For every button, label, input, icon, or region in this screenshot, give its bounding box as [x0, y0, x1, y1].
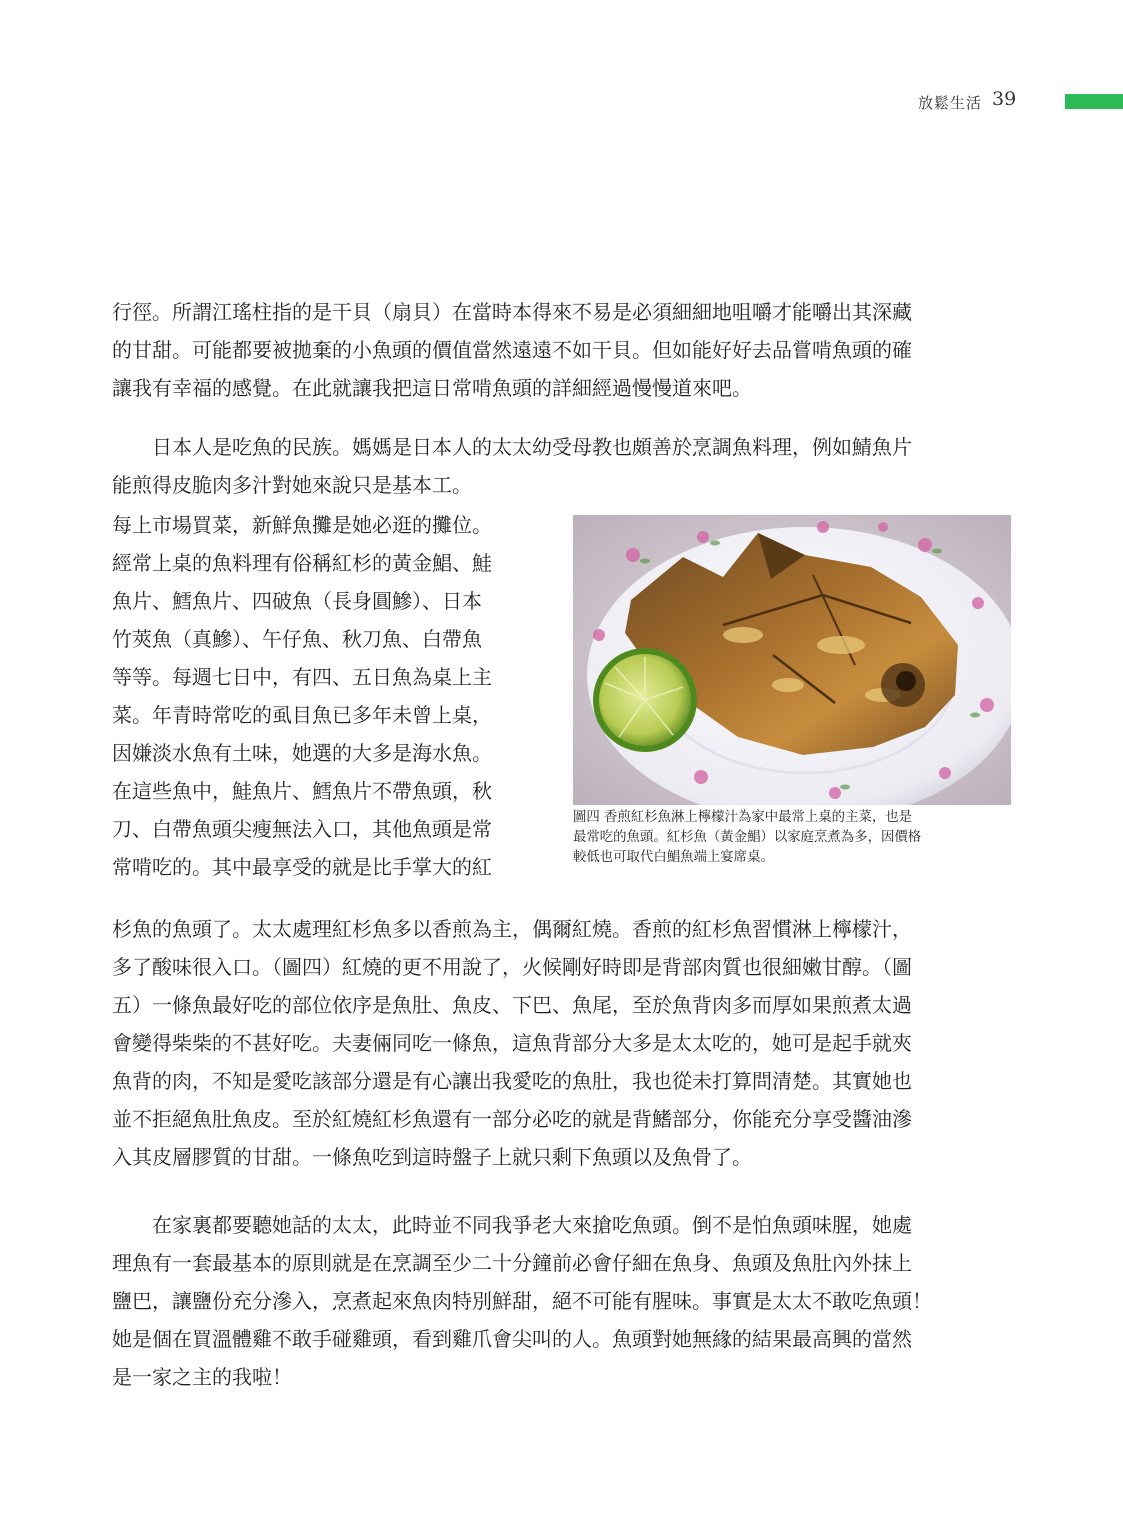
text-line: 刀、白帶魚頭尖瘦無法入口，其他魚頭是常: [112, 817, 492, 841]
paragraph-1: [112, 293, 1012, 407]
text-line: 菜。年青時常吃的虱目魚已多年未曾上桌，: [112, 703, 492, 727]
text-line: 五）一條魚最好吃的部位依序是魚肚、魚皮、下巴、魚尾，至於魚背肉多而厚如果煎煮太過: [112, 993, 912, 1017]
caption-line: 較低也可取代白鯧魚端上宴席桌。: [573, 850, 774, 865]
text-line: 鹽巴，讓鹽份充分滲入，烹煮起來魚肉特別鮮甜，絕不可能有腥味。事實是太太不敢吃魚頭！: [112, 1289, 932, 1313]
text-line: 她是個在買溫體雞不敢手碰雞頭，看到雞爪會尖叫的人。魚頭對她無緣的結果最高興的當然: [112, 1327, 912, 1351]
text-line: 的甘甜。可能都要被拋棄的小魚頭的價值當然遠遠不如干貝。但如能好好去品嘗啃魚頭的確: [112, 338, 912, 362]
fried-fish-photo: [573, 515, 1011, 805]
text-line: 經常上桌的魚料理有俗稱紅杉的黃金鯧、鮭: [112, 551, 492, 575]
text-line: 在這些魚中，鮭魚片、鱈魚片不帶魚頭，秋: [112, 779, 492, 803]
paragraph-3: [112, 1206, 1012, 1396]
paragraph-2-wrapped: [112, 506, 544, 886]
page-number: 39: [992, 88, 1017, 110]
section-title: 放鬆生活: [918, 94, 983, 112]
text-line: 等等。每週七日中，有四、五日魚為桌上主: [112, 665, 492, 689]
text-line: 魚背的肉，不知是愛吃該部分還是有心讓出我愛吃的魚肚，我也從未打算問清楚。其實她也: [112, 1069, 912, 1093]
text-line: 在家裏都要聽她話的太太，此時並不同我爭老大來搶吃魚頭。倒不是怕魚頭味腥，她處: [112, 1213, 912, 1237]
text-line: 每上市場買菜，新鮮魚攤是她必逛的攤位。: [112, 513, 492, 537]
caption-line: 最常吃的魚頭。紅杉魚（黃金鯧）以家庭烹煮為多，因價格: [573, 830, 922, 845]
text-line: 多了酸味很入口。（圖四）紅燒的更不用說了，火候剛好時即是背部肉質也很細嫩甘醇。（圖: [112, 955, 912, 979]
text-line: 行徑。所謂江瑤柱指的是干貝（扇貝）在當時本得來不易是必須細細地咀嚼才能嚼出其深藏: [112, 300, 912, 324]
paragraph-2-bottom: [112, 910, 1012, 1176]
text-line: 理魚有一套最基本的原則就是在烹調至少二十分鐘前必會仔細在魚身、魚頭及魚肚內外抹上: [112, 1251, 912, 1275]
text-line: 魚片、鱈魚片、四破魚（長身圓鰺）、日本: [112, 589, 482, 613]
text-line: 日本人是吃魚的民族。媽媽是日本人的太太幼受母教也頗善於烹調魚料理，例如鯖魚片: [112, 435, 912, 459]
text-line: 是一家之主的我啦！: [112, 1365, 292, 1389]
figure-caption: [573, 808, 1013, 868]
text-line: 常啃吃的。其中最享受的就是比手掌大的紅: [112, 855, 492, 879]
text-line: 能煎得皮脆肉多汁對她來說只是基本工。: [112, 473, 472, 497]
text-line: 竹莢魚（真鰺）、午仔魚、秋刀魚、白帶魚: [112, 627, 482, 651]
paragraph-2-top: [112, 428, 1012, 504]
text-line: 因嫌淡水魚有土味，她選的大多是海水魚。: [112, 741, 492, 765]
text-line: 會變得柴柴的不甚好吃。夫妻倆同吃一條魚，這魚背部分大多是太太吃的，她可是起手就夾: [112, 1031, 912, 1055]
text-line: 並不拒絕魚肚魚皮。至於紅燒紅杉魚還有一部分必吃的就是背鰭部分，你能充分享受醬油滲: [112, 1107, 912, 1131]
text-line: 讓我有幸福的感覺。在此就讓我把這日常啃魚頭的詳細經過慢慢道來吧。: [112, 376, 752, 400]
text-line: 入其皮層膠質的甘甜。一條魚吃到這時盤子上就只剩下魚頭以及魚骨了。: [112, 1145, 752, 1169]
section-tab-marker: [1065, 94, 1123, 109]
text-line: 杉魚的魚頭了。太太處理紅杉魚多以香煎為主，偶爾紅燒。香煎的紅杉魚習慣淋上檸檬汁，: [112, 917, 912, 941]
caption-line: 圖四 香煎紅杉魚淋上檸檬汁為家中最常上桌的主菜，也是: [573, 810, 913, 825]
